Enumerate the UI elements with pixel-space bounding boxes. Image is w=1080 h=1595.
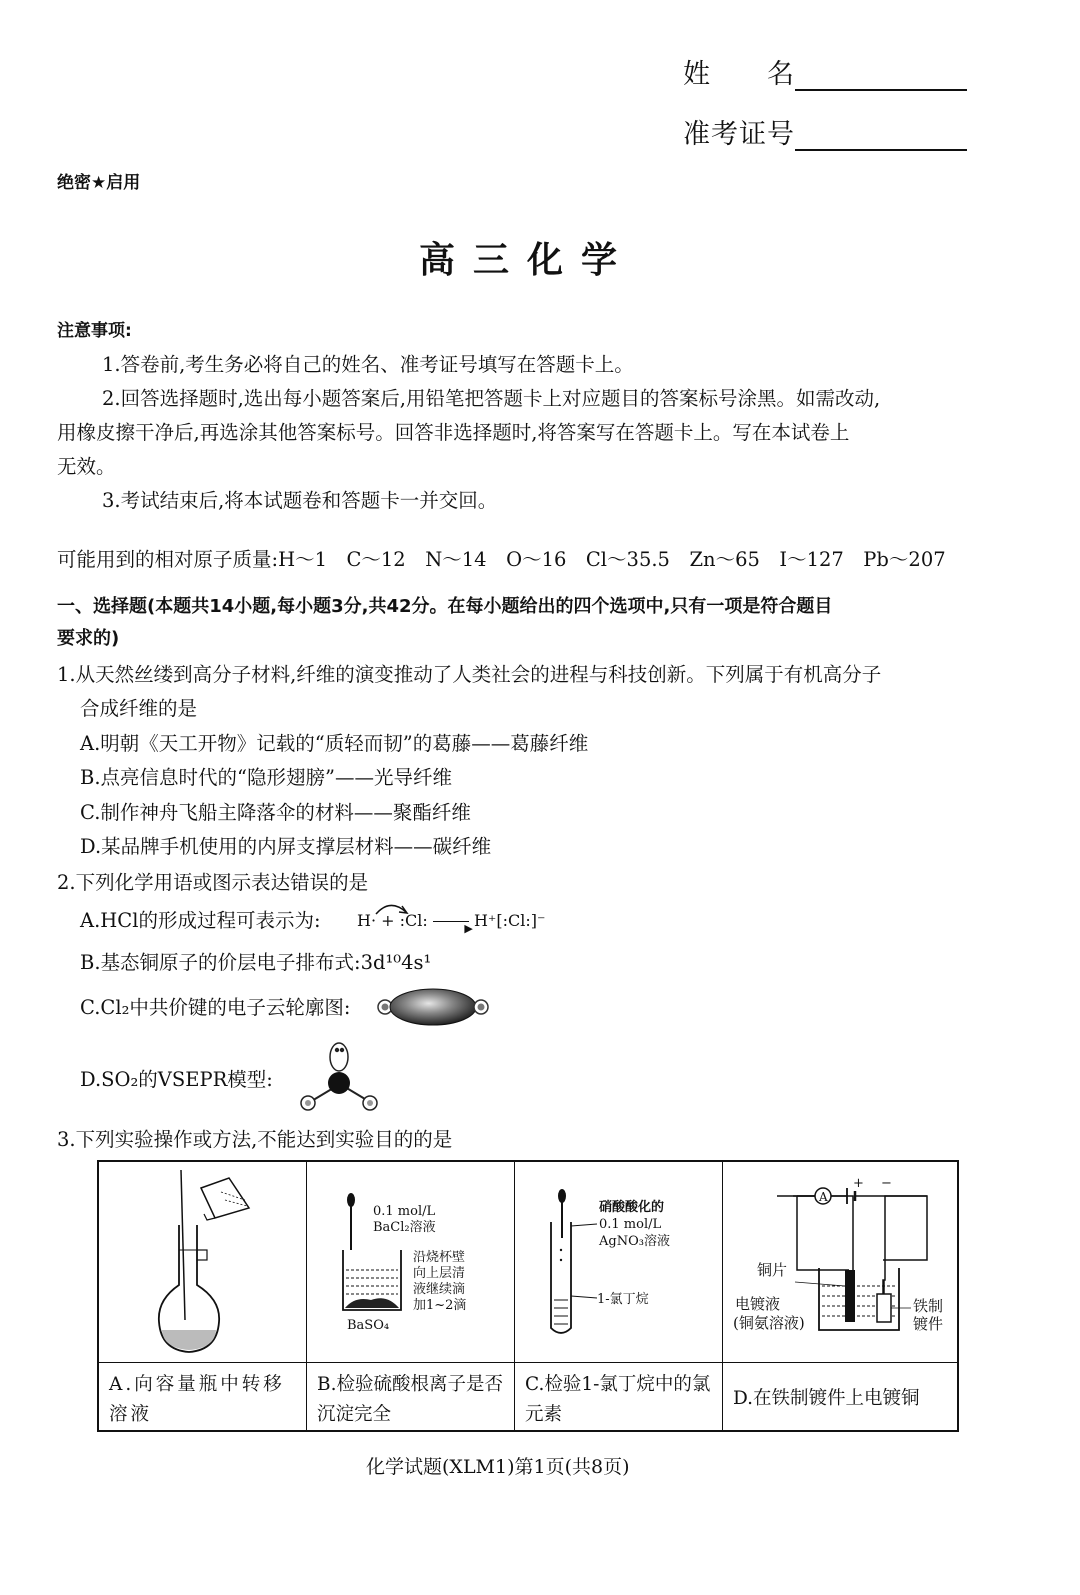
experiment-table	[97, 1160, 959, 1432]
q2-option-a: A.HCl的形成过程可表示为:	[80, 909, 321, 932]
cell-divider	[307, 1362, 514, 1363]
secret-mark: 绝密★启用	[57, 173, 141, 193]
label-chlorobutane: 1-氯丁烷	[597, 1292, 649, 1307]
q2-stem: 2.下列化学用语或图示表达错误的是	[57, 871, 369, 894]
experiment-cell-d	[723, 1162, 959, 1432]
electron-transfer-arrow	[372, 898, 432, 918]
label-upper-layer: 向上层清	[413, 1266, 466, 1281]
caption-c: C.检验1-氯丁烷中的氯元素	[525, 1374, 711, 1425]
label-baso4: BaSO₄	[347, 1318, 390, 1333]
volumetric-flask-image	[149, 1170, 279, 1355]
note-2-end: 无效。	[57, 455, 116, 478]
experiment-cell-c	[515, 1162, 723, 1432]
name-label: 姓 名	[683, 59, 795, 90]
q1-stem: 1.从天然丝缕到高分子材料,纤维的演变推动了人类社会的进程与科技创新。下列属于有机高分子	[57, 663, 882, 686]
ammeter-label: A	[819, 1190, 828, 1204]
label-copper-sheet: 铜片	[757, 1261, 788, 1279]
formula-product: H⁺[:Cl:]⁻	[473, 911, 546, 930]
note-1: 1.答卷前,考生务必将自己的姓名、准考证号填写在答题卡上。	[102, 353, 634, 376]
label-continue: 液继续滴	[413, 1282, 466, 1297]
q1-option-c: C.制作神舟飞船主降落伞的材料——聚酯纤维	[80, 801, 471, 824]
experiment-cell-a	[99, 1162, 307, 1432]
q1-option-d: D.某品牌手机使用的内屏支撑层材料——碳纤维	[80, 835, 492, 858]
note-3: 3.考试结束后,将本试题卷和答题卡一并交回。	[102, 489, 498, 512]
label-copper-ammonia: (铜氨溶液)	[733, 1314, 805, 1332]
reaction-arrow: ▶	[433, 921, 469, 922]
positive-label: +	[853, 1176, 864, 1191]
cell-divider	[515, 1362, 722, 1363]
exam-id-blank	[795, 119, 967, 151]
cell-divider	[99, 1362, 306, 1363]
label-agno3-conc: 0.1 mol/L	[599, 1217, 662, 1232]
formula-h: H·	[357, 911, 377, 930]
notes-heading: 注意事项:	[57, 321, 132, 341]
name-field	[683, 52, 967, 91]
q1-stem-cont: 合成纤维的是	[80, 697, 198, 720]
note-2: 2.回答选择题时,选出每小题答案后,用铅笔把答题卡上对应题目的答案标号涂黑。如需改动,	[102, 387, 881, 410]
q1-option-b: B.点亮信息时代的“隐形翅膀”——光导纤维	[80, 766, 452, 789]
cell-divider	[723, 1362, 959, 1363]
atomic-masses: 可能用到的相对原子质量:H～1 C～12 N～14 O～16 Cl～35.5 Zn～65 I～127 Pb～207	[57, 548, 946, 571]
note-2-cont: 用橡皮擦干净后,再选涂其他答案标号。回答非选择题时,将答案写在答题卡上。写在本试卷上	[57, 421, 850, 444]
cl2-electron-cloud-image	[374, 987, 492, 1027]
formula-plus: +	[381, 911, 395, 930]
q2-option-d: D.SO₂的VSEPR模型:	[80, 1068, 273, 1091]
label-plated-part: 镀件	[913, 1315, 944, 1333]
q1-option-a: A.明朝《天工开物》记载的“质轻而韧”的葛藤——葛藤纤维	[80, 732, 589, 755]
negative-label: −	[881, 1176, 892, 1191]
label-plating-solution: 电镀液	[735, 1295, 781, 1313]
label-agno3: AgNO₃溶液	[599, 1234, 670, 1249]
label-leader-lines	[571, 1224, 601, 1304]
caption-b: B.检验硫酸根离子是否沉淀完全	[317, 1374, 503, 1425]
section-1-heading: 一、选择题(本题共14小题,每小题3分,共42分。在每小题给出的四个选项中,只有一项是符合题目	[57, 596, 833, 617]
page-footer: 化学试题(XLM1)第1页(共8页)	[366, 1456, 630, 1478]
label-nitric-acidified: 硝酸酸化的	[599, 1200, 665, 1215]
label-drops: 加1~2滴	[413, 1298, 467, 1313]
caption-d: D.在铁制镀件上电镀铜	[733, 1388, 920, 1409]
section-1-heading-cont: 要求的)	[57, 628, 120, 649]
exam-id-label: 准考证号	[683, 119, 795, 150]
formula-cl-wrap: :Cl:	[399, 911, 428, 930]
name-blank	[795, 59, 967, 91]
exam-id-field	[683, 112, 967, 151]
q2-option-b: B.基态铜原子的价层电子排布式:3d¹⁰4s¹	[80, 951, 432, 974]
q2-option-c: C.Cl₂中共价键的电子云轮廓图:	[80, 996, 351, 1019]
caption-a: A.向容量瓶中转移溶液	[109, 1374, 285, 1425]
label-iron: 铁制	[913, 1297, 944, 1315]
page-title: 高三化学	[419, 240, 636, 281]
label-bacl2: BaCl₂溶液	[373, 1220, 436, 1235]
formula-cl: Cl	[405, 911, 423, 930]
experiment-cell-b	[307, 1162, 515, 1432]
so2-vsepr-model-image	[296, 1040, 386, 1115]
q3-stem: 3.下列实验操作或方法,不能达到实验目的的是	[57, 1128, 453, 1151]
label-bacl2-conc: 0.1 mol/L	[373, 1204, 436, 1219]
label-along-wall: 沿烧杯壁	[413, 1250, 466, 1265]
